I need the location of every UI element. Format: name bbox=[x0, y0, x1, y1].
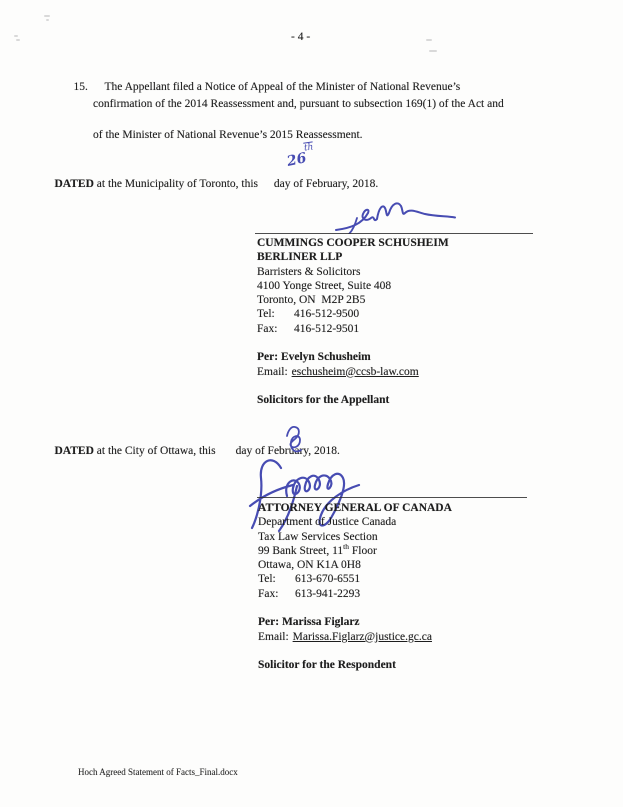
footer-filename: Hoch Agreed Statement of Facts_Final.docx bbox=[78, 767, 238, 777]
respondent-signature-block bbox=[258, 501, 452, 673]
street-rest: Floor bbox=[349, 544, 377, 557]
street-ordinal: th bbox=[343, 542, 350, 552]
dated-label: DATED bbox=[54, 445, 94, 457]
email-label: Email: bbox=[257, 365, 288, 378]
respondent-address-street bbox=[258, 544, 452, 558]
fax-label: Fax: bbox=[257, 322, 278, 335]
dated-ottawa-text-after: day of February, 2018. bbox=[235, 445, 340, 457]
street-base: 99 Bank Street, 11 bbox=[258, 544, 344, 557]
dated-toronto-text-after: day of February, 2018. bbox=[273, 178, 379, 190]
respondent-address-city: Ottawa, ON K1A 0H8 bbox=[258, 559, 361, 572]
scan-artifact bbox=[426, 39, 432, 41]
scan-artifact bbox=[44, 15, 50, 17]
respondent-fax-line bbox=[258, 587, 452, 601]
dated-toronto-line bbox=[43, 163, 378, 205]
paragraph-15-line-2: confirmation of the 2014 Reassessment and, pursuant to subsection 169(1) of the Act and bbox=[93, 98, 504, 110]
tel-label: Tel: bbox=[258, 573, 276, 586]
dated-ottawa-line bbox=[43, 430, 340, 472]
appellant-email-address: eschusheim@ccsb-law.com bbox=[291, 365, 419, 378]
respondent-fax-number: 613-941-2293 bbox=[295, 587, 361, 600]
scan-artifact bbox=[16, 39, 20, 41]
respondent-email-line bbox=[258, 630, 452, 644]
appellant-role: Solicitors for the Appellant bbox=[257, 394, 390, 407]
email-label: Email: bbox=[258, 630, 289, 643]
appellant-per-line: Per: Evelyn Schusheim bbox=[257, 351, 371, 364]
appellant-address-line-1: 4100 Yonge Street, Suite 408 bbox=[257, 279, 392, 292]
appellant-tel-number: 416-512-9500 bbox=[294, 308, 360, 321]
appellant-email-line bbox=[257, 365, 449, 379]
scan-artifact bbox=[46, 19, 49, 21]
appellant-address-line-2: Toronto, ON M2P 2B5 bbox=[257, 294, 366, 307]
respondent-tel-line bbox=[258, 572, 452, 586]
appellant-fax-line bbox=[257, 322, 449, 336]
signature-line-respondent bbox=[257, 497, 527, 498]
handwritten-ordinal-toronto: $\overline{th}$ bbox=[303, 142, 315, 154]
spacer bbox=[258, 644, 452, 658]
scan-artifact bbox=[14, 35, 18, 37]
scan-artifact bbox=[429, 50, 437, 52]
respondent-per-line: Per: Marissa Figlarz bbox=[258, 616, 360, 629]
appellant-signature-block bbox=[257, 236, 449, 408]
spacer bbox=[258, 601, 452, 615]
spacer bbox=[257, 379, 449, 393]
respondent-section-line: Tax Law Services Section bbox=[258, 530, 378, 543]
appellant-descriptor: Barristers & Solicitors bbox=[257, 265, 361, 278]
handwritten-day-toronto: 26 bbox=[285, 150, 308, 170]
appellant-fax-number: 416-512-9501 bbox=[294, 322, 360, 335]
fax-label: Fax: bbox=[258, 587, 279, 600]
spacer bbox=[257, 336, 449, 350]
appellant-tel-line bbox=[257, 307, 449, 321]
page-number: - 4 - bbox=[291, 31, 311, 43]
dated-toronto-text-before: at the Municipality of Toronto, this bbox=[93, 178, 261, 190]
paragraph-15-number: 15. bbox=[73, 81, 88, 93]
respondent-email-address: Marissa.Figlarz@justice.gc.ca bbox=[292, 630, 432, 643]
respondent-tel-number: 613-670-6551 bbox=[295, 573, 361, 586]
respondent-dept-line: Department of Justice Canada bbox=[258, 516, 397, 529]
appellant-firm-name-line-1: CUMMINGS COOPER SCHUSHEIM bbox=[257, 237, 449, 249]
tel-label: Tel: bbox=[257, 308, 275, 321]
respondent-firm-name-line-1: ATTORNEY GENERAL OF CANADA bbox=[258, 502, 452, 514]
dated-ottawa-text-before: at the City of Ottawa, this bbox=[93, 445, 216, 457]
signature-line-appellant bbox=[255, 233, 533, 234]
paragraph-15-text: The Appellant filed a Notice of Appeal of the Minister of National Revenue’s bbox=[104, 81, 461, 93]
respondent-role: Solicitor for the Respondent bbox=[258, 659, 396, 672]
appellant-firm-name-line-2: BERLINER LLP bbox=[257, 251, 343, 264]
dated-label: DATED bbox=[54, 178, 94, 190]
paragraph-15-line-3: of the Minister of National Revenue’s 2015 Reassessment. bbox=[93, 129, 363, 141]
